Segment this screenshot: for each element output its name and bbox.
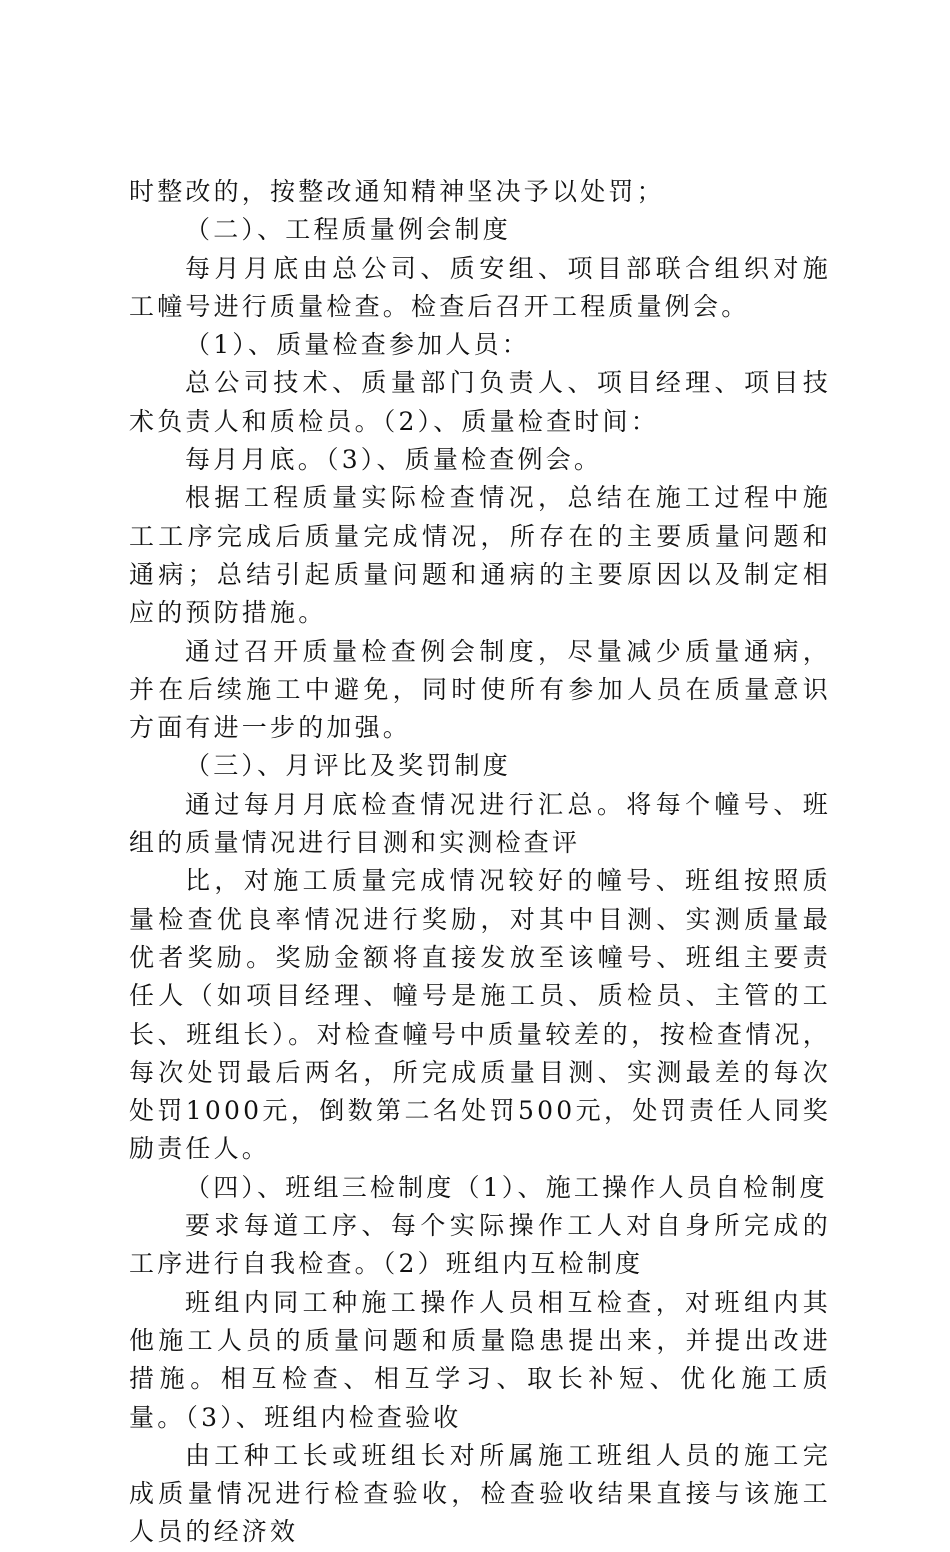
paragraph: 根据工程质量实际检查情况，总结在施工过程中施工工序完成后质量完成情况，所存在的主要质量问题和通病；总结引起质量问题和通病的主要原因以及制定相应的预防措施。 <box>129 483 831 628</box>
paragraph: 通过每月月底检查情况进行汇总。将每个幢号、班组的质量情况进行目测和实测检查评 <box>129 789 831 858</box>
paragraph: 总公司技术、质量部门负责人、项目经理、项目技术负责人和质检员。（2）、质量检查时间： <box>129 368 831 436</box>
paragraph: 由工种工长或班组长对所属施工班组人员的施工完成质量情况进行检查验收，检查验收结果直接与该施工人员的经济效 <box>129 1440 831 1547</box>
paragraph: 要求每道工序、每个实际操作工人对自身所完成的工序进行自我检查。（2）班组内互检制度 <box>129 1211 831 1279</box>
paragraph: 每月月底。（3）、质量检查例会。 <box>185 445 603 475</box>
paragraph: 比，对施工质量完成情况较好的幢号、班组按照质量检查优良率情况进行奖励，对其中目测、实测质量最优者奖励。奖励金额将直接发放至该幢号、班组主要责任人（如项目经理、幢号是施工员、质检员、主管的工长、班组长）。对检查幢号中质量较差的，按检查情况，每次处罚最后两名，所完成质量目测、实测最差的每次处罚1000元，倒数第二名处罚500元，处罚责任人同奖励责任人。 <box>129 866 831 1164</box>
subsection-heading: （1）、质量检查参加人员： <box>185 330 531 360</box>
paragraph: 班组内同工种施工操作人员相互检查，对班组内其他施工人员的质量问题和质量隐患提出来，并提出改进措施。相互检查、相互学习、取长补短、优化施工质量。（3）、班组内检查验收 <box>129 1287 831 1432</box>
paragraph: 通过召开质量检查例会制度，尽量减少质量通病，并在后续施工中避免，同时使所有参加人员在质量意识方面有进一步的加强。 <box>129 636 831 743</box>
section-heading-team-inspection: （四）、班组三检制度（1）、施工操作人员自检制度 <box>185 1172 828 1202</box>
section-heading-quality-meeting: （二）、工程质量例会制度 <box>185 215 511 245</box>
section-heading-monthly-evaluation: （三）、月评比及奖罚制度 <box>185 751 511 781</box>
paragraph-continuation: 时整改的，按整改通知精神坚决予以处罚； <box>129 177 665 206</box>
document-body <box>129 173 831 1552</box>
paragraph: 每月月底由总公司、质安组、项目部联合组织对施工幢号进行质量检查。检查后召开工程质量例会。 <box>129 253 831 321</box>
